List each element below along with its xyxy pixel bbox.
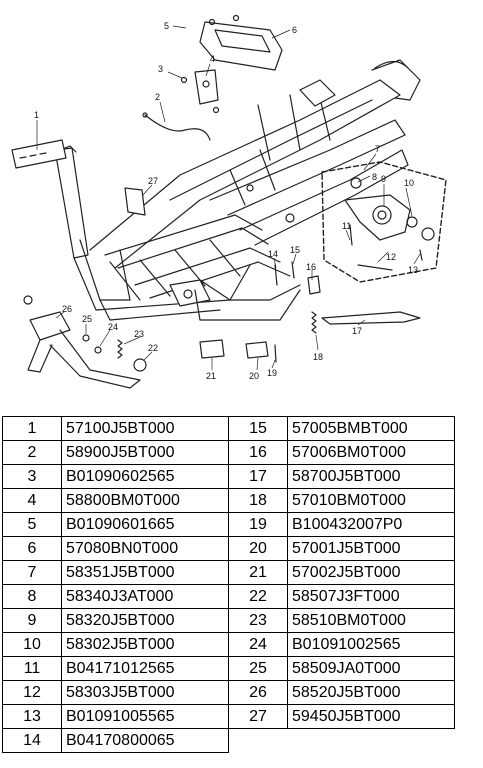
callout-20: 20: [249, 371, 260, 381]
part-code: 57002J5BT000: [288, 561, 455, 585]
empty-cell: [229, 729, 288, 753]
callout-27: 27: [148, 176, 159, 186]
part-number: 16: [229, 441, 288, 465]
part-code: 58303J5BT000: [62, 681, 229, 705]
parts-list-table: [2, 416, 455, 753]
part-code: B100432007P0: [288, 513, 455, 537]
part-number: 10: [3, 633, 62, 657]
part-number: 8: [3, 585, 62, 609]
part-code: 57006BM0T000: [288, 441, 455, 465]
table-row: [3, 657, 455, 681]
part-number: 26: [229, 681, 288, 705]
part-code: 58340J3AT000: [62, 585, 229, 609]
part-number: 7: [3, 561, 62, 585]
table-row: [3, 537, 455, 561]
callout-10: 10: [404, 178, 415, 188]
table-row: [3, 705, 455, 729]
part-code: B01090602565: [62, 465, 229, 489]
callout-11: 11: [342, 221, 352, 231]
table-row: [3, 441, 455, 465]
callout-2: 2: [155, 92, 161, 102]
callout-24: 24: [108, 322, 119, 332]
part-code: 59450J5BT000: [288, 705, 455, 729]
callout-5: 5: [164, 21, 170, 31]
part-code: 58900J5BT000: [62, 441, 229, 465]
small-bracket: [182, 70, 219, 113]
part-code: 58800BM0T000: [62, 489, 229, 513]
table-row: [3, 609, 455, 633]
table-row: [3, 681, 455, 705]
callout-7: 7: [375, 144, 381, 154]
part-code: 58302J5BT000: [62, 633, 229, 657]
part-number: 14: [3, 729, 62, 753]
part-code: B01090601665: [62, 513, 229, 537]
callout-21: 21: [206, 371, 217, 381]
callout-18: 18: [313, 352, 324, 362]
part-code: 57080BN0T000: [62, 537, 229, 561]
callout-16: 16: [306, 262, 317, 272]
spring-18: [312, 312, 316, 333]
part-number: 2: [3, 441, 62, 465]
part-code: B01091002565: [288, 633, 455, 657]
part-code: 57005BMBT000: [288, 417, 455, 441]
part-code: 58351J5BT000: [62, 561, 229, 585]
part-number: 3: [3, 465, 62, 489]
part-code: 58520J5BT000: [288, 681, 455, 705]
part-number: 6: [3, 537, 62, 561]
table-row: [3, 729, 455, 753]
part-number: 1: [3, 417, 62, 441]
callout-17: 17: [352, 326, 363, 336]
part-number: 23: [229, 609, 288, 633]
part-code: 57001J5BT000: [288, 537, 455, 561]
part-number: 20: [229, 537, 288, 561]
part-number: 21: [229, 561, 288, 585]
part-number: 15: [229, 417, 288, 441]
part-code: 58509JA0T000: [288, 657, 455, 681]
part-number: 9: [3, 609, 62, 633]
callout-1: 1: [34, 110, 40, 120]
table-row: [3, 465, 455, 489]
callout-4: 4: [210, 54, 216, 64]
table-row: [3, 489, 455, 513]
part-number: 5: [3, 513, 62, 537]
cable: [145, 115, 210, 140]
part-code: 58700J5BT000: [288, 465, 455, 489]
part-number: 4: [3, 489, 62, 513]
part-code: B04171012565: [62, 657, 229, 681]
callout-19: 19: [267, 368, 278, 378]
part-number: 22: [229, 585, 288, 609]
part-code: 58507J3FT000: [288, 585, 455, 609]
part-code: 57010BM0T000: [288, 489, 455, 513]
callout-15: 15: [290, 245, 301, 255]
part-number: 25: [229, 657, 288, 681]
table-row: [3, 561, 455, 585]
part-code: 58510BM0T000: [288, 609, 455, 633]
table-row: [3, 585, 455, 609]
main-stand: [24, 296, 140, 388]
callout-22: 22: [148, 343, 159, 353]
part-number: 13: [3, 705, 62, 729]
part-number: 24: [229, 633, 288, 657]
empty-cell: [288, 729, 455, 753]
callout-13: 13: [408, 265, 419, 275]
callout-14: 14: [268, 249, 279, 259]
part-number: 27: [229, 705, 288, 729]
clamp-bracket: [125, 188, 145, 215]
part-code: B01091005565: [62, 705, 229, 729]
part-code: 58320J5BT000: [62, 609, 229, 633]
part-number: 12: [3, 681, 62, 705]
table-row: [3, 633, 455, 657]
callout-12: 12: [386, 252, 397, 262]
callout-23: 23: [134, 329, 145, 339]
part-number: 18: [229, 489, 288, 513]
callout-6: 6: [292, 25, 298, 35]
part-number: 19: [229, 513, 288, 537]
callout-26: 26: [62, 304, 73, 314]
table-row: [3, 513, 455, 537]
callout-8: 8: [372, 172, 378, 182]
table-row: [3, 417, 455, 441]
callout-25: 25: [82, 314, 93, 324]
side-stand: [322, 312, 420, 324]
part-code: B04170800065: [62, 729, 229, 753]
part-number: 17: [229, 465, 288, 489]
callout-9: 9: [381, 174, 387, 184]
callout-3: 3: [158, 64, 164, 74]
part-code: 57100J5BT000: [62, 417, 229, 441]
part-number: 11: [3, 657, 62, 681]
